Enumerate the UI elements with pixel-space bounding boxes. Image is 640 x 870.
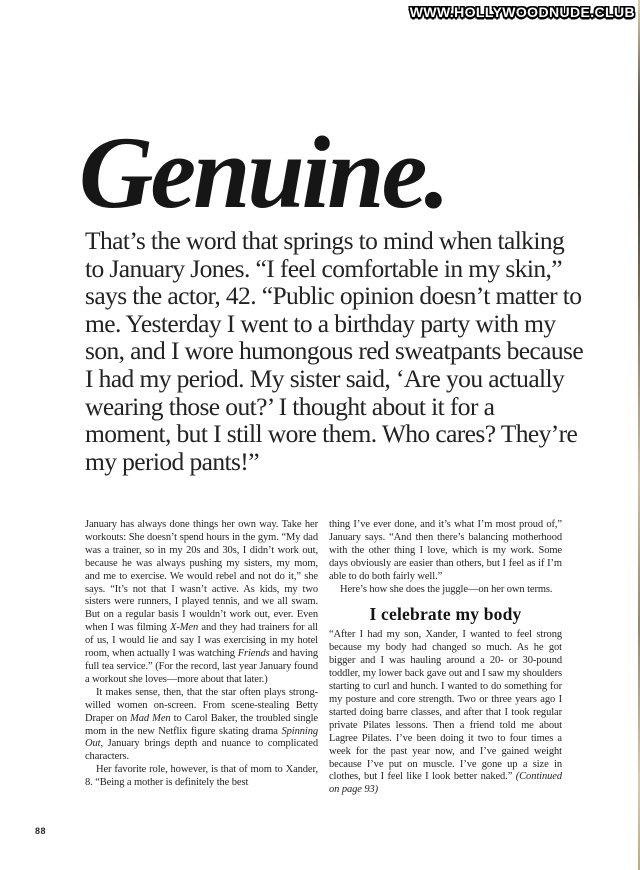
- article-columns: [85, 519, 563, 797]
- headline: Genuine.: [79, 116, 448, 230]
- paragraph: “After I had my son, Xander, I wanted to feel strong because my body had changed so much. As he got bigger and I was hauling around a 20- or 30-pound toddler, my lower back gave out and I saw my shoulders starting to curl and hunch. I wanted to do something for my posture and core strength. Two or three years ago I started doing barre classes, and after that I took regular private Pilates lessons. Then a friend told me about Lagree Pilates. I’ve been doing it two to four times a week for the past year now, and I’ve gained weight because I’ve put on muscle. I’ve gone up a size in clothes, but I feel like I look better naked.” (Continued on page 93): [329, 629, 562, 796]
- intro-deck: That’s the word that springs to mind when talking to January Jones. “I feel comfortable in my skin,” says the actor, 42. “Public opinion doesn’t matter to me. Yesterday I went to a birthday party with my son, and I wore humongous red sweatpants because I had my period. My sister said, ‘Are you actually wearing those out?’ I thought about it for a moment, but I still wore them. Who cares? They’re my period pants!”: [85, 226, 584, 476]
- left-column: [85, 519, 318, 797]
- right-column: [329, 519, 562, 797]
- paragraph: It makes sense, then, that the star often plays strong-willed women on-screen. From scene-stealing Betty Draper on Mad Men to Carol Baker, the troubled single mom in the new Netflix figure skating drama Spinning Out, January brings depth and nuance to complicated characters.: [85, 686, 318, 763]
- paragraph: January has always done things her own way. Take her workouts: She doesn’t spend hours in the gym. “My dad was a trainer, so in my 20s and 30s, I didn’t work out, because he was always pushing my sisters, my mom, and me to exercise. We would rebel and not do it,” she says. “It’s not that I wasn’t active. As kids, my two sisters were runners, I played tennis, and we all swam. But on a regular basis I wouldn’t work out, ever. Even when I was filming X-Men and they had trainers for all of us, I would lie and say I was exercising in my hotel room, when actually I was watching Friends and having full tea service.” (For the record, last year January found a workout she loves—more about that later.): [85, 519, 318, 685]
- paragraph: Her favorite role, however, is that of mom to Xander, 8. “Being a mother is definitely the best: [85, 764, 318, 789]
- paragraph: thing I’ve ever done, and it’s what I’m most proud of,” January says. “And then there’s balancing motherhood with the other thing I love, which is my work. Some days obviously are easier than others, but I feel as if I’m able to do both fairly well.”: [329, 519, 562, 582]
- watermark-text: WWW.HOLLYWOODNUDE.CLUB: [409, 4, 635, 20]
- section-heading: I celebrate my body: [369, 604, 522, 625]
- page-number: 88: [35, 826, 47, 836]
- paragraph: Here’s how she does the juggle—on her own terms.: [340, 583, 553, 595]
